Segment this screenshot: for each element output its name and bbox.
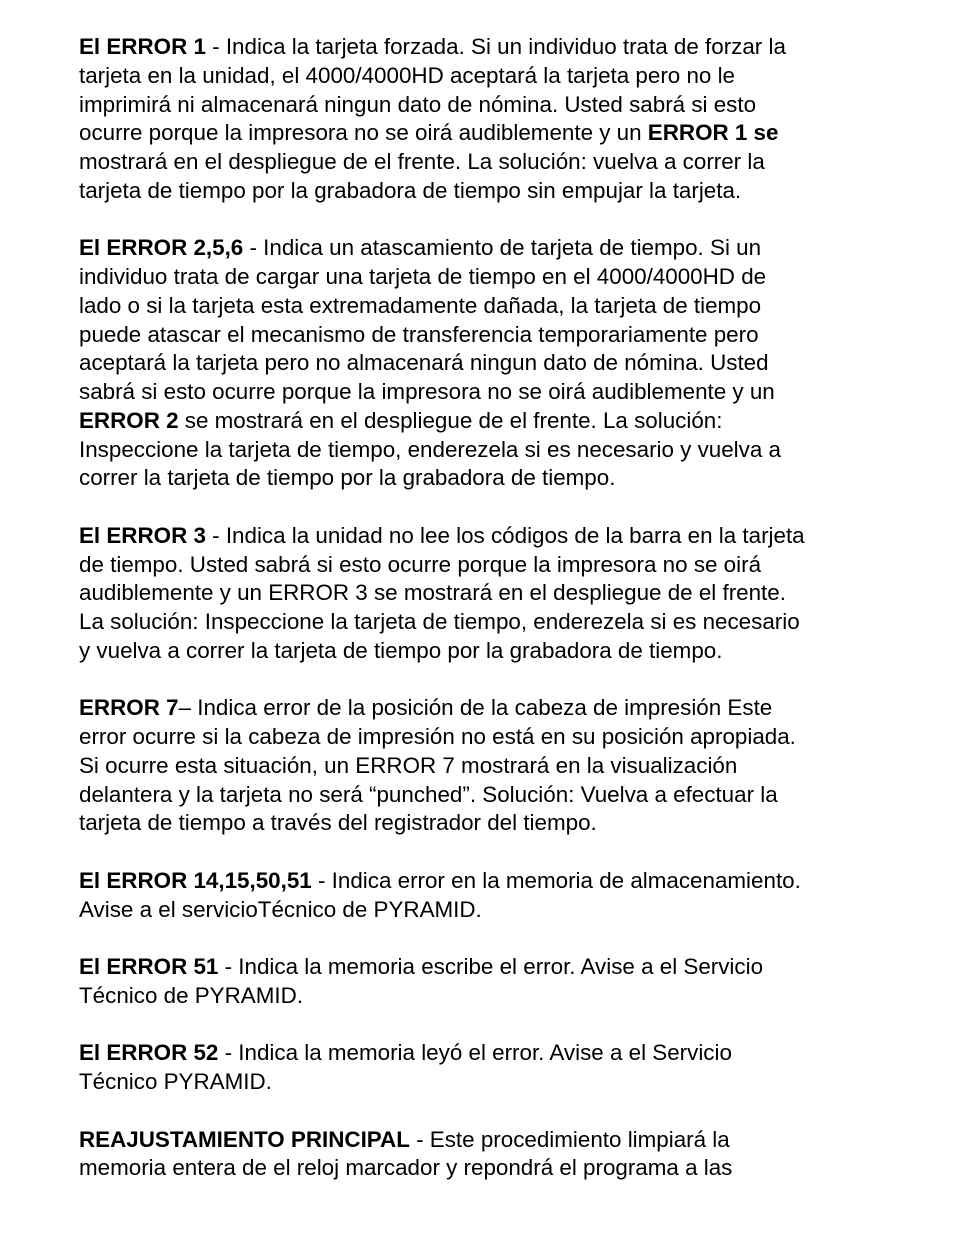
body-text: - Indica un atascamiento de tarjeta de tiempo. Si un xyxy=(243,235,762,261)
paragraph xyxy=(79,1039,899,1097)
bold-heading-text: ERROR 2 xyxy=(79,407,179,433)
bold-heading-text: ERROR 7 xyxy=(79,695,179,721)
bold-heading-text: El ERROR 52 xyxy=(79,1040,219,1066)
text-line xyxy=(79,119,899,148)
bold-heading-text: El ERROR 3 xyxy=(79,522,206,548)
document-page xyxy=(79,33,899,1212)
text-line xyxy=(79,896,899,925)
body-text: - Indica la unidad no lee los códigos de la barra en la tarjeta xyxy=(205,522,805,548)
text-line xyxy=(79,321,899,350)
text-line xyxy=(79,464,899,493)
text-line xyxy=(79,608,899,637)
body-text: audiblemente y un ERROR 3 se mostrará en el despliegue de el frente. xyxy=(79,580,786,606)
body-text: individuo trata de cargar una tarjeta de tiempo en el 4000/4000HD de xyxy=(79,264,767,289)
body-text: lado o si la tarjeta esta extremadamente dañada, la tarjeta de tiempo xyxy=(79,292,762,318)
paragraph xyxy=(79,867,899,925)
paragraph xyxy=(79,1126,899,1184)
text-line xyxy=(79,148,899,177)
body-text: Avise a el servicioTécnico de PYRAMID. xyxy=(79,896,482,922)
bold-heading-text: El ERROR 14,15,50,51 xyxy=(79,867,312,893)
body-text: Inspeccione la tarjeta de tiempo, enderezela si es necesario y vuelva a xyxy=(79,436,781,462)
text-line xyxy=(79,33,899,62)
text-line xyxy=(79,752,899,781)
body-text: se mostrará en el despliegue de el frente. La solución: xyxy=(178,407,723,433)
text-line xyxy=(79,982,899,1011)
body-text: Técnico de PYRAMID. xyxy=(79,982,303,1008)
body-text: imprimirá ni almacenará ningun dato de nómina. Usted sabrá si esto xyxy=(79,91,757,117)
body-text: - Indica la tarjeta forzada. Si un individuo trata de forzar la xyxy=(205,34,786,59)
text-line xyxy=(79,867,899,896)
text-line xyxy=(79,91,899,120)
body-text: - Indica la memoria escribe el error. Avise a el Servicio xyxy=(218,954,764,979)
body-text: puede atascar el mecanismo de transferencia temporariamente pero xyxy=(79,321,759,347)
body-text: y vuelva a correr la tarjeta de tiempo por la grabadora de tiempo. xyxy=(79,637,723,663)
body-text: tarjeta de tiempo por la grabadora de tiempo sin empujar la tarjeta. xyxy=(79,177,742,203)
text-line xyxy=(79,637,899,666)
text-line xyxy=(79,1126,899,1155)
text-line xyxy=(79,1154,899,1183)
text-line xyxy=(79,1039,899,1068)
bold-heading-text: El ERROR 51 xyxy=(79,954,219,979)
bold-heading-text: El ERROR 1 xyxy=(79,34,206,59)
body-text: La solución: Inspeccione la tarjeta de tiempo, enderezela si es necesario xyxy=(79,609,800,634)
body-text: tarjeta en la unidad, el 4000/4000HD aceptará la tarjeta pero no le xyxy=(79,62,735,88)
bold-heading-text: El ERROR 2,5,6 xyxy=(79,235,244,261)
text-line xyxy=(79,349,899,378)
text-line xyxy=(79,263,899,292)
paragraph xyxy=(79,234,899,493)
bold-heading-text: ERROR 1 se xyxy=(647,120,779,146)
body-text: delantera y la tarjeta no será “punched”. Solución: Vuelva a efectuar la xyxy=(79,781,778,807)
text-line xyxy=(79,407,899,436)
paragraph xyxy=(79,694,899,838)
text-line xyxy=(79,378,899,407)
text-line xyxy=(79,694,899,723)
body-text: - Indica la memoria leyó el error. Avise a el Servicio xyxy=(218,1040,732,1066)
body-text: – Indica error de la posición de la cabeza de impresión Este xyxy=(178,695,773,721)
paragraph xyxy=(79,953,899,1011)
body-text: - Este procedimiento limpiará la xyxy=(409,1126,730,1152)
text-line xyxy=(79,522,899,551)
body-text: correr la tarjeta de tiempo por la grabadora de tiempo. xyxy=(79,465,616,491)
body-text: sabrá si esto ocurre porque la impresora no se oirá audiblemente y un xyxy=(79,379,775,404)
text-line xyxy=(79,809,899,838)
body-text: - Indica error en la memoria de almacenamiento. xyxy=(311,867,801,893)
body-text: Si ocurre esta situación, un ERROR 7 mostrará en la visualización xyxy=(79,752,738,778)
body-text: aceptará la tarjeta pero no almacenará ningun dato de nómina. Usted xyxy=(79,350,769,376)
text-line xyxy=(79,723,899,752)
text-line xyxy=(79,436,899,465)
text-line xyxy=(79,62,899,91)
text-line xyxy=(79,551,899,580)
body-text: mostrará en el despliegue de el frente. La solución: vuelva a correr la xyxy=(79,149,765,174)
paragraph xyxy=(79,33,899,206)
text-line xyxy=(79,234,899,263)
text-line xyxy=(79,781,899,810)
text-line xyxy=(79,292,899,321)
text-line xyxy=(79,953,899,982)
body-text: de tiempo. Usted sabrá si esto ocurre porque la impresora no se oirá xyxy=(79,551,762,577)
text-line xyxy=(79,579,899,608)
paragraph xyxy=(79,522,899,666)
text-line xyxy=(79,177,899,206)
body-text: memoria entera de el reloj marcador y repondrá el programa a las xyxy=(79,1155,733,1181)
body-text: error ocurre si la cabeza de impresión no está en su posición apropiada. xyxy=(79,724,796,749)
bold-heading-text: REAJUSTAMIENTO PRINCIPAL xyxy=(79,1126,410,1152)
body-text: tarjeta de tiempo a través del registrador del tiempo. xyxy=(79,810,597,836)
body-text: ocurre porque la impresora no se oirá audiblemente y un xyxy=(79,120,648,146)
body-text: Técnico PYRAMID. xyxy=(79,1069,272,1094)
text-line xyxy=(79,1068,899,1097)
